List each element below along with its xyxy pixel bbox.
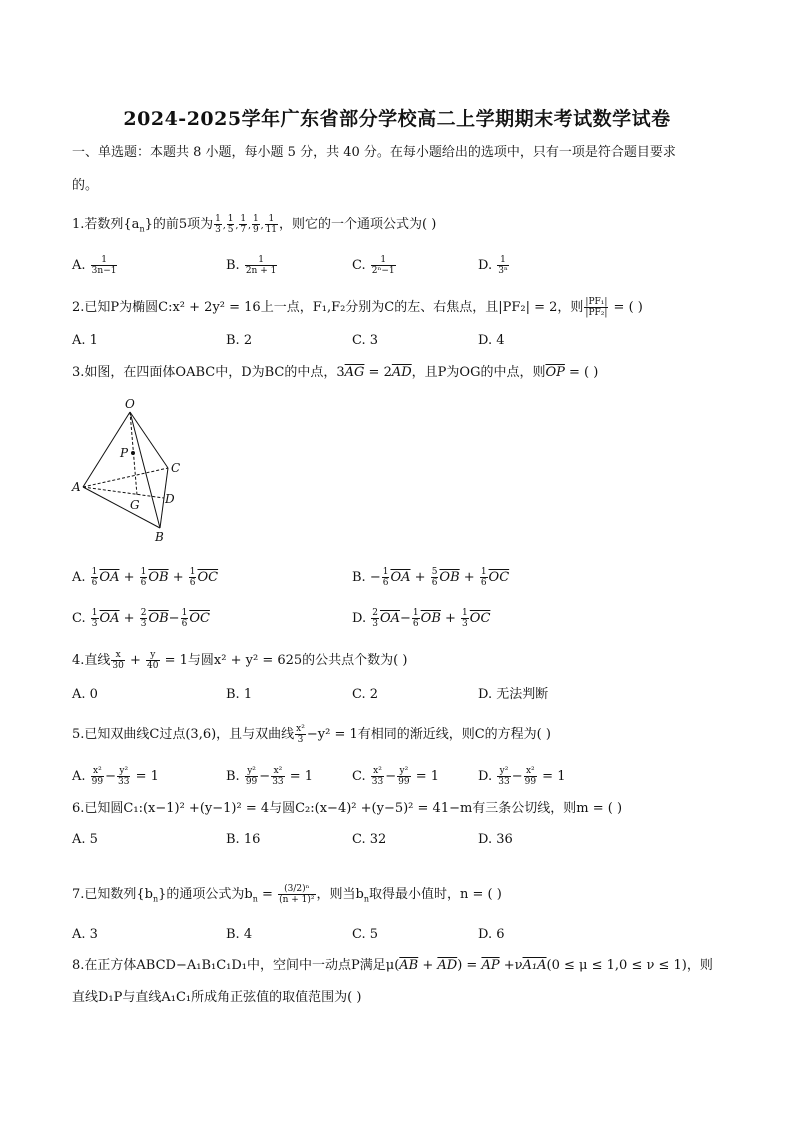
stem-text: 已知P为椭圆C:x² + 2y² = 16上一点，F₁,F₂分别为C的左、右焦点，且|PF₂| = 2，则 bbox=[84, 300, 584, 315]
stem-text: ，则当b bbox=[316, 887, 364, 902]
edge-ac-hidden bbox=[83, 468, 168, 487]
option-text: 3 bbox=[369, 333, 379, 348]
label-d: D bbox=[165, 492, 175, 506]
stem-text: ) = bbox=[457, 958, 482, 973]
numerator: x bbox=[111, 650, 124, 661]
denominator: 2n + 1 bbox=[245, 266, 277, 276]
question-number: 2. bbox=[72, 300, 85, 315]
vector: $\overline{OA}$ bbox=[99, 570, 120, 585]
sign: + bbox=[119, 570, 139, 585]
option-label: B. bbox=[226, 687, 240, 702]
question-1-option-a[interactable] bbox=[72, 255, 118, 276]
fraction-x2-3 bbox=[295, 724, 306, 745]
question-number: 3. bbox=[72, 365, 85, 380]
option-label: A. bbox=[72, 687, 86, 702]
option-label: D. bbox=[478, 333, 493, 348]
option-label: A. bbox=[72, 832, 86, 847]
option-fraction bbox=[91, 255, 118, 276]
fraction-1 bbox=[91, 766, 104, 787]
sign: + bbox=[410, 570, 430, 585]
fraction-2 bbox=[271, 766, 284, 787]
stem-text: (0 ≤ μ ≤ 1,0 ≤ ν ≤ 1)，则 bbox=[546, 958, 713, 973]
numerator: 5 bbox=[431, 567, 438, 577]
option-fraction bbox=[497, 255, 509, 276]
sign: + bbox=[459, 570, 479, 585]
numerator: 2 bbox=[140, 608, 147, 618]
option-label: B. bbox=[226, 832, 240, 847]
option-fraction bbox=[245, 255, 278, 276]
question-8-stem-line2: 直线D₁P与直线A₁C₁所成角正弦值的取值范围为( ) bbox=[72, 990, 362, 1005]
question-number: 6. bbox=[72, 801, 85, 816]
stem-text: + bbox=[418, 958, 438, 973]
denominator: 3n−1 bbox=[91, 266, 117, 276]
coefficient bbox=[461, 608, 469, 629]
sign: + bbox=[119, 611, 139, 626]
numerator: 1 bbox=[140, 567, 147, 577]
numerator: y² bbox=[397, 766, 410, 777]
question-2-option-b[interactable] bbox=[226, 332, 252, 350]
vector-a1a: A₁A bbox=[522, 958, 547, 973]
minus-sign: − bbox=[385, 769, 397, 784]
denominator: 33 bbox=[118, 777, 130, 787]
stem-text: ，则它的一个通项公式为( ) bbox=[279, 217, 437, 232]
option-text: 5 bbox=[369, 927, 379, 942]
option-text: = 1 bbox=[411, 769, 440, 784]
question-5-option-c[interactable] bbox=[352, 766, 439, 787]
fraction-2 bbox=[117, 766, 130, 787]
stem-text: = 2 bbox=[364, 365, 392, 380]
denominator: 3ⁿ bbox=[498, 266, 508, 276]
question-4-stem bbox=[72, 650, 407, 671]
question-3-option-c[interactable] bbox=[72, 608, 210, 629]
question-5-option-a[interactable] bbox=[72, 766, 159, 787]
question-2-option-d[interactable] bbox=[478, 332, 505, 350]
option-label: D. bbox=[478, 927, 493, 942]
comma: , bbox=[235, 221, 239, 231]
denominator: 6 bbox=[382, 578, 389, 588]
numerator: y bbox=[146, 650, 159, 661]
option-label: B. bbox=[226, 927, 240, 942]
numerator: 1 bbox=[412, 608, 419, 618]
sign: + bbox=[440, 611, 461, 626]
option-label: B. bbox=[226, 258, 240, 273]
denominator: 99 bbox=[91, 777, 104, 787]
question-1-option-c[interactable] bbox=[352, 255, 397, 276]
vector: $\overline{OB}$ bbox=[439, 570, 460, 585]
question-6-option-d[interactable] bbox=[478, 831, 513, 849]
numerator: (3/2)ⁿ bbox=[278, 884, 315, 895]
stem-text: = bbox=[257, 887, 278, 902]
coefficient bbox=[371, 608, 379, 629]
label-c: C bbox=[171, 461, 181, 475]
option-label: D. bbox=[352, 611, 367, 626]
subscript: n bbox=[139, 224, 145, 234]
option-label: C. bbox=[72, 611, 86, 626]
sign: − bbox=[400, 611, 411, 626]
sequence-term bbox=[265, 214, 278, 235]
denominator: 6 bbox=[189, 578, 196, 588]
denominator: 7 bbox=[240, 225, 247, 235]
numerator: y² bbox=[245, 766, 258, 777]
option-label: B. bbox=[226, 769, 240, 784]
stem-text: = ( ) bbox=[609, 300, 643, 315]
comma: , bbox=[248, 221, 251, 231]
question-3-option-b[interactable] bbox=[352, 567, 509, 588]
option-label: B. bbox=[226, 333, 240, 348]
option-text: 4 bbox=[243, 927, 253, 942]
stem-text: + bbox=[125, 653, 146, 668]
denominator: |PF₂| bbox=[585, 308, 608, 318]
option-label: C. bbox=[352, 769, 366, 784]
fraction-1 bbox=[497, 766, 510, 787]
question-2-stem bbox=[72, 297, 643, 318]
section-instructions-line2: 的。 bbox=[72, 178, 99, 193]
question-1-option-d[interactable] bbox=[478, 255, 510, 276]
stem-text: ，且P为OG的中点，则 bbox=[411, 365, 546, 380]
question-number: 5. bbox=[72, 727, 85, 742]
option-text: 0 bbox=[89, 687, 98, 702]
numerator: 1 bbox=[181, 608, 188, 618]
stem-text: = 1与圆x² + y² = 625的公共点个数为( ) bbox=[160, 653, 408, 668]
coefficient bbox=[431, 567, 439, 588]
option-label: A. bbox=[72, 258, 86, 273]
question-3-stem bbox=[72, 364, 598, 382]
stem-text: = ( ) bbox=[564, 365, 599, 380]
coefficient bbox=[91, 608, 99, 629]
coefficient bbox=[91, 567, 99, 588]
denominator: 3 bbox=[462, 619, 468, 629]
label-p: P bbox=[120, 446, 129, 460]
vector-op: $\overline{OP}$ bbox=[545, 365, 565, 380]
denominator: 6 bbox=[431, 578, 438, 588]
numerator: 1 bbox=[497, 255, 509, 266]
numerator: 1 bbox=[91, 608, 98, 618]
question-4-option-b[interactable] bbox=[226, 686, 252, 704]
coefficient bbox=[140, 608, 148, 629]
stem-text: 已知数列{b bbox=[84, 887, 153, 902]
stem-text: 若数列{a bbox=[84, 217, 140, 232]
denominator: 11 bbox=[265, 225, 278, 235]
numerator: y² bbox=[497, 766, 510, 777]
numerator: 1 bbox=[215, 214, 221, 224]
question-5-stem bbox=[72, 724, 551, 745]
denominator: 33 bbox=[371, 777, 384, 787]
vector: $\overline{OC}$ bbox=[469, 611, 491, 626]
option-text: 3 bbox=[89, 927, 98, 942]
vector: $\overline{OA}$ bbox=[390, 570, 411, 585]
label-o: O bbox=[125, 397, 135, 411]
option-text: 2 bbox=[369, 687, 379, 702]
stem-text: 已知双曲线C过点(3,6)，且与双曲线 bbox=[84, 727, 295, 742]
option-text: 36 bbox=[496, 832, 513, 847]
denominator: 5 bbox=[227, 225, 234, 235]
fraction-y-40 bbox=[146, 650, 159, 671]
option-text: 16 bbox=[243, 832, 261, 847]
page-title: 2024-2025学年广东省部分学校高二上学期期末考试数学试卷 bbox=[123, 108, 671, 130]
vector-ab: $\overline{AB}$ bbox=[399, 958, 419, 973]
denominator: 99 bbox=[398, 777, 410, 787]
vector-ag: $\overline{AG}$ bbox=[344, 365, 365, 380]
denominator: 6 bbox=[480, 578, 487, 588]
comma: , bbox=[260, 221, 264, 231]
option-text: 1 bbox=[89, 333, 98, 348]
denominator: 3 bbox=[297, 735, 304, 745]
vector: $\overline{OB}$ bbox=[148, 611, 169, 626]
denominator: 40 bbox=[147, 661, 159, 671]
coefficient bbox=[412, 608, 420, 629]
vector-ap: $\overline{AP}$ bbox=[481, 958, 500, 973]
denominator: (n + 1)² bbox=[279, 895, 315, 905]
numerator: 1 bbox=[265, 214, 278, 225]
point-p bbox=[131, 451, 135, 455]
vector: $\overline{OC}$ bbox=[488, 570, 510, 585]
comma: , bbox=[222, 221, 226, 231]
question-number: 1. bbox=[72, 217, 85, 232]
denominator: 6 bbox=[412, 619, 419, 629]
denominator: 9 bbox=[252, 225, 259, 235]
question-1-option-b[interactable] bbox=[226, 255, 278, 276]
numerator: 1 bbox=[252, 214, 259, 224]
coefficient bbox=[480, 567, 488, 588]
fraction-x-30 bbox=[111, 650, 124, 671]
stem-text: −y² = 1有相同的渐近线，则C的方程为( ) bbox=[306, 727, 551, 742]
option-label: C. bbox=[352, 832, 366, 847]
denominator: 3 bbox=[91, 619, 98, 629]
minus-sign: − bbox=[511, 769, 523, 784]
numerator: 1 bbox=[371, 255, 396, 266]
option-text: = 1 bbox=[538, 769, 566, 784]
fraction-bn bbox=[278, 884, 315, 905]
question-8-stem-line1 bbox=[72, 957, 713, 975]
option-label: D. bbox=[478, 832, 493, 847]
numerator: 1 bbox=[240, 214, 247, 224]
fraction-2 bbox=[397, 766, 410, 787]
question-7-option-d[interactable] bbox=[478, 926, 505, 944]
question-3-option-a[interactable] bbox=[72, 567, 218, 588]
stem-text: 已知圆C₁:(x−1)² +(y−1)² = 4与圆C₂:(x−4)² +(y−5)² = 41−m有三条公切线，则m = ( ) bbox=[84, 801, 623, 816]
question-4-option-c[interactable] bbox=[352, 686, 378, 704]
numerator: 1 bbox=[91, 255, 118, 266]
denominator: 6 bbox=[91, 578, 98, 588]
numerator: y² bbox=[117, 766, 130, 777]
coefficient bbox=[140, 567, 148, 588]
sign: − bbox=[168, 611, 180, 626]
edge-ab bbox=[83, 487, 160, 528]
option-text: 32 bbox=[369, 832, 387, 847]
question-number: 8. bbox=[72, 958, 85, 973]
coefficient bbox=[181, 608, 189, 629]
denominator: 3 bbox=[215, 225, 221, 235]
numerator: 1 bbox=[91, 567, 98, 577]
option-label: C. bbox=[352, 258, 366, 273]
question-5-option-d[interactable] bbox=[478, 766, 565, 787]
numerator: |PF₁| bbox=[585, 297, 608, 307]
question-6-stem bbox=[72, 800, 622, 818]
question-7-stem bbox=[72, 884, 502, 909]
option-text: 5 bbox=[89, 832, 98, 847]
question-7-option-a[interactable] bbox=[72, 926, 98, 944]
label-b: B bbox=[155, 530, 164, 544]
option-label: A. bbox=[72, 769, 86, 784]
question-4-option-d[interactable] bbox=[478, 686, 548, 704]
vector: $\overline{OB}$ bbox=[148, 570, 169, 585]
question-3-option-d[interactable] bbox=[352, 608, 490, 629]
vector: $\overline{OB}$ bbox=[420, 611, 441, 626]
vector: $\overline{OA}$ bbox=[99, 611, 120, 626]
question-2-option-a[interactable] bbox=[72, 332, 98, 350]
numerator: 1 bbox=[227, 214, 234, 224]
vector-ad: $\overline{AD}$ bbox=[391, 365, 412, 380]
option-text: 无法判断 bbox=[496, 687, 549, 702]
section-instructions-line1: 一、单选题：本题共 8 小题，每小题 5 分，共 40 分。在每小题给出的选项中，只有一项是符合题目要求 bbox=[72, 145, 676, 160]
subscript: n bbox=[363, 894, 369, 904]
numerator: x² bbox=[371, 766, 384, 777]
question-5-option-b[interactable] bbox=[226, 766, 313, 787]
question-6-option-a[interactable] bbox=[72, 831, 98, 849]
numerator: 2 bbox=[372, 608, 378, 618]
question-2-option-c[interactable] bbox=[352, 332, 378, 350]
stem-text: }的通项公式为b bbox=[158, 887, 253, 902]
vector-ad: $\overline{AD}$ bbox=[437, 958, 458, 973]
minus-sign: − bbox=[259, 769, 271, 784]
coefficient bbox=[189, 567, 197, 588]
stem-text: }的前5项为 bbox=[144, 217, 214, 232]
sequence-term bbox=[239, 214, 247, 235]
option-text: = 1 bbox=[285, 769, 314, 784]
denominator: 6 bbox=[140, 578, 147, 588]
option-label: C. bbox=[352, 687, 366, 702]
fraction-2 bbox=[524, 766, 537, 787]
option-label: C. bbox=[352, 927, 366, 942]
stem-text: 如图，在四面体OABC中，D为BC的中点，3 bbox=[84, 365, 345, 380]
option-label: D. bbox=[478, 769, 493, 784]
fraction-1 bbox=[371, 766, 384, 787]
option-label: A. bbox=[72, 570, 86, 585]
option-text: 2 bbox=[243, 333, 253, 348]
question-6-option-b[interactable] bbox=[226, 831, 260, 849]
sequence-fractions bbox=[213, 214, 279, 235]
numerator: x² bbox=[296, 724, 305, 734]
option-label: A. bbox=[72, 333, 86, 348]
numerator: 1 bbox=[382, 567, 389, 577]
sequence-term bbox=[214, 214, 222, 235]
ratio-fraction bbox=[584, 297, 608, 318]
denominator: 99 bbox=[524, 777, 537, 787]
option-text: 1 bbox=[243, 687, 253, 702]
denominator: 3 bbox=[140, 619, 147, 629]
subscript: n bbox=[252, 894, 258, 904]
stem-text: 取得最小值时，n = ( ) bbox=[368, 887, 502, 902]
sign: − bbox=[369, 570, 381, 585]
coefficient bbox=[382, 567, 390, 588]
numerator: x² bbox=[524, 766, 537, 777]
sequence-term bbox=[227, 214, 235, 235]
denominator: 6 bbox=[181, 619, 188, 629]
vector: $\overline{OA}$ bbox=[379, 611, 401, 626]
numerator: 1 bbox=[189, 567, 196, 577]
vector: $\overline{OC}$ bbox=[189, 611, 210, 626]
denominator: 2ⁿ−1 bbox=[371, 266, 395, 276]
stem-text: 直线 bbox=[84, 653, 111, 668]
option-label: C. bbox=[352, 333, 366, 348]
label-a: A bbox=[72, 480, 81, 494]
denominator: 3 bbox=[372, 619, 378, 629]
question-7-option-c[interactable] bbox=[352, 926, 378, 944]
option-label: D. bbox=[478, 258, 493, 273]
denominator: 33 bbox=[498, 777, 510, 787]
numerator: 1 bbox=[462, 608, 468, 618]
subscript: n bbox=[153, 894, 159, 904]
option-label: D. bbox=[478, 687, 493, 702]
vector: $\overline{OC}$ bbox=[197, 570, 219, 585]
numerator: x² bbox=[271, 766, 284, 777]
question-number: 4. bbox=[72, 653, 85, 668]
question-1-stem bbox=[72, 214, 436, 239]
edge-oc bbox=[130, 412, 168, 468]
option-label: A. bbox=[72, 927, 86, 942]
denominator: 99 bbox=[245, 777, 258, 787]
option-label: B. bbox=[352, 570, 366, 585]
numerator: x² bbox=[91, 766, 104, 777]
fraction-1 bbox=[245, 766, 258, 787]
question-7-option-b[interactable] bbox=[226, 926, 252, 944]
question-number: 7. bbox=[72, 887, 85, 902]
option-text: = 1 bbox=[131, 769, 159, 784]
option-text: 4 bbox=[496, 333, 505, 348]
tetrahedron-figure bbox=[68, 395, 198, 545]
question-4-option-a[interactable] bbox=[72, 686, 98, 704]
denominator: 30 bbox=[112, 661, 124, 671]
stem-text: +ν bbox=[499, 958, 523, 973]
question-6-option-c[interactable] bbox=[352, 831, 386, 849]
sequence-term bbox=[252, 214, 260, 235]
stem-text: 在正方体ABCD−A₁B₁C₁D₁中，空间中一动点P满足μ( bbox=[84, 958, 400, 973]
option-text: 6 bbox=[496, 927, 505, 942]
numerator: 1 bbox=[245, 255, 278, 266]
minus-sign: − bbox=[105, 769, 117, 784]
label-g: G bbox=[130, 498, 140, 512]
denominator: 33 bbox=[272, 777, 284, 787]
sign: + bbox=[168, 570, 188, 585]
option-fraction bbox=[371, 255, 396, 276]
numerator: 1 bbox=[480, 567, 487, 577]
